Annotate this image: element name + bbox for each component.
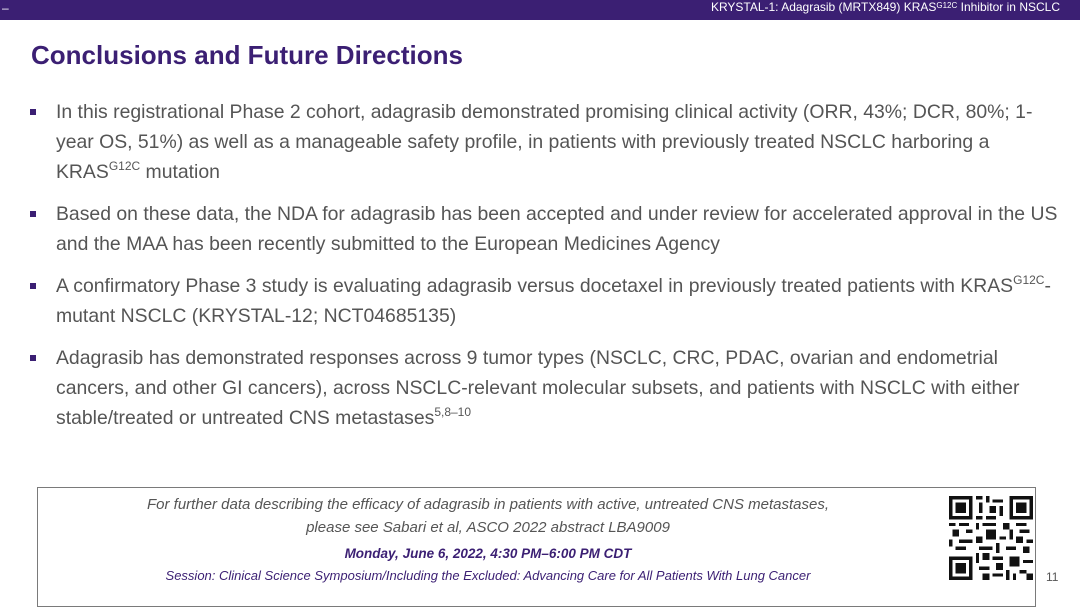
session-title: Session: Clinical Science Symposium/Including the Excluded: Advancing Care for All Patients With Lung Cancer [165,568,811,583]
bullet-superscript: G12C [1013,273,1045,287]
qr-code-icon[interactable] [949,496,1033,580]
bullet-square-icon [30,283,36,289]
slide-title: Conclusions and Future Directions [31,40,463,70]
bullet-text: Adagrasib has demonstrated responses across 9 tumor types (NSCLC, CRC, PDAC, ovarian and endometrial cancers, and other GI cancers), across NSCLC-relevant molecular subsets, and patients with NSCLC with either stable/treated or untreated CNS metastases [56,347,1020,429]
bullet-item [30,199,1060,259]
bullet-text: A confirmatory Phase 3 study is evaluating adagrasib versus docetaxel in previously treated patients with KRAS [56,275,1014,297]
bullet-square-icon [30,211,36,217]
bullet-text-after: -mutant NSCLC (KRYSTAL-12; NCT04685135) [56,275,1051,327]
bullet-text: In this registrational Phase 2 cohort, adagrasib demonstrated promising clinical activity (ORR, 43%; DCR, 80%; 1-year OS, 51%) as well as a manageable safety profile, in patients with previously treated NSCLC harboring a KRAS [56,101,1033,183]
further-data-line-1: For further data describing the efficacy of adagrasib in patients with active, untreated CNS metastases, [146,496,830,513]
bullet-item [30,97,1060,187]
bullet-text: Based on these data, the NDA for adagrasib has been accepted and under review for accelerated approval in the US and the MAA has been recently submitted to the European Medicines Agency [56,203,1058,255]
page-number-fragment: 11 [1046,570,1059,584]
header-title-prefix: KRYSTAL-1: Adagrasib (MRTX849) KRAS [710,0,937,14]
bullet-square-icon [30,355,36,361]
header-title-sup: G12C [936,1,958,10]
bullet-item [30,343,1060,433]
further-data-line-2: please see Sabari et al, ASCO 2022 abstract LBA9009 [306,519,670,536]
session-date: Monday, June 6, 2022, 4:30 PM–6:00 PM CDT [344,546,632,561]
header-dash-icon: – [2,1,9,15]
bullet-text-after: mutation [140,161,220,183]
bullet-item [30,271,1060,331]
header-bar [0,0,1080,20]
header-title [711,0,1060,12]
bullet-superscript: 5,8–10 [434,405,472,419]
bullet-superscript: G12C [108,159,141,173]
header-title-suffix: Inhibitor in NSCLC [957,0,1060,14]
bullet-square-icon [30,109,36,115]
bullet-list [30,97,1060,433]
further-data-box [37,487,1036,607]
